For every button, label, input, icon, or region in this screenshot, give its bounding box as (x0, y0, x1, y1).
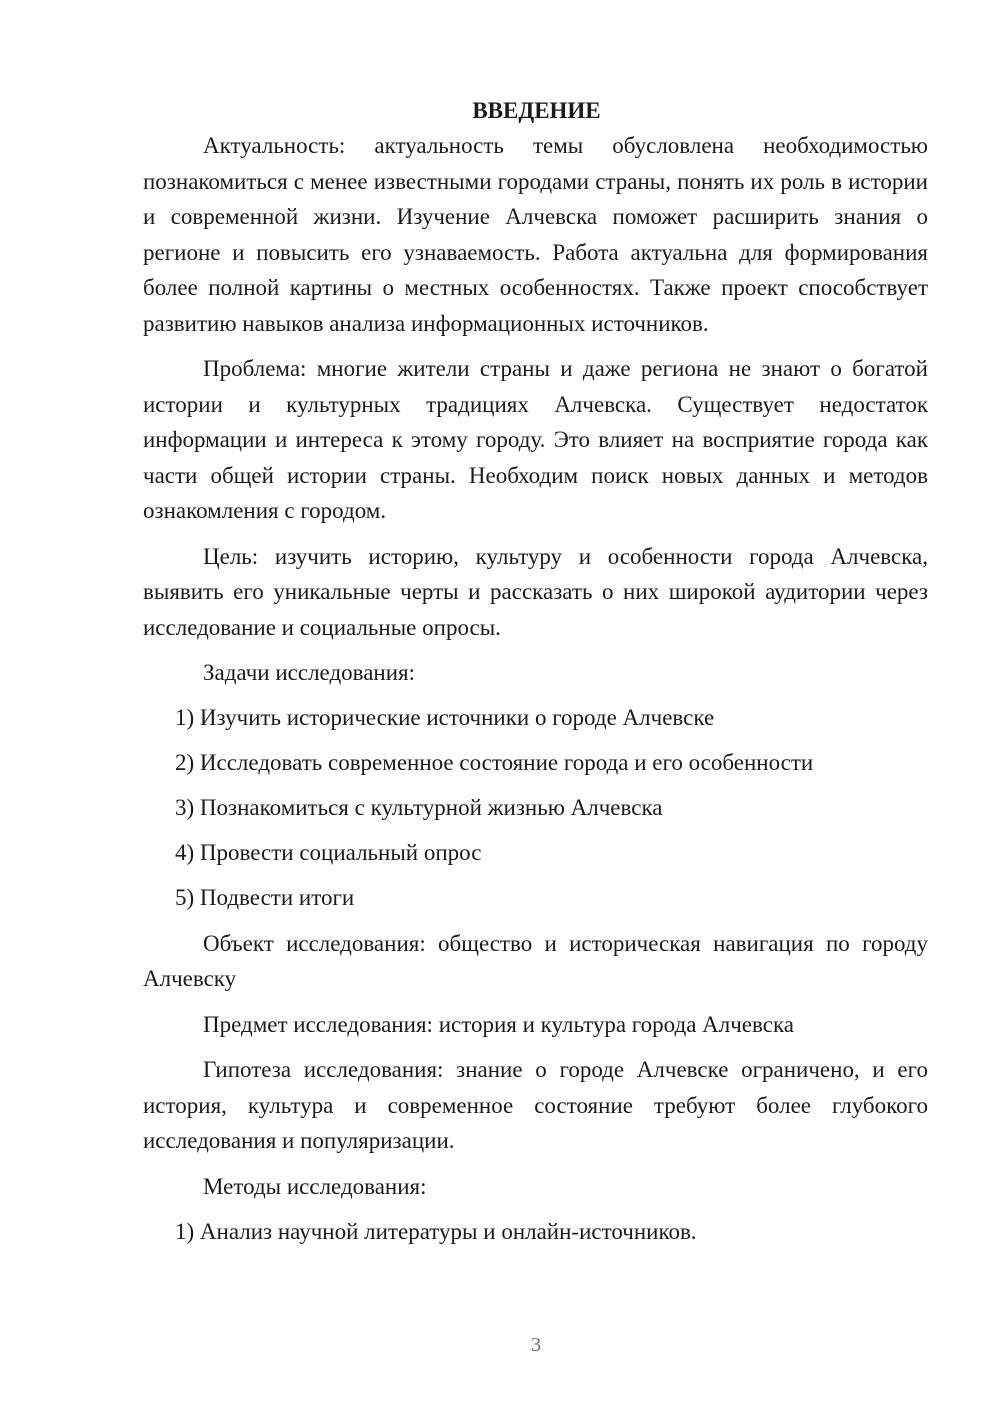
task-item-3: 3) Познакомиться с культурной жизнью Алчевска (175, 795, 663, 820)
paragraph-goal: Цель: изучить историю, культуру и особенности города Алчевска, выявить его уникальные черты и рассказать о них широкой аудитории через исследование и социальные опросы. (143, 543, 928, 640)
tasks-heading: Задачи исследования: (203, 660, 416, 685)
paragraph-hypothesis: Гипотеза исследования: знание о городе Алчевске ограничено, и его история, культура и современное состояние требуют более глубокого исследования и популяризации. (143, 1057, 928, 1153)
page-title: ВВЕДЕНИЕ (472, 98, 601, 123)
page-content (143, 93, 928, 1249)
paragraph-relevance: Актуальность: актуальность темы обусловлена необходимостью познакомиться с менее известными городами страны, понять их роль в истории и современной жизни. Изучение Алчевска поможет расширить знания о регионе и повысить его узнаваемость. Работа актуальна для формирования более полной картины о местных особенностях. Также проект способствует развитию навыков анализа информационных источников. (143, 133, 928, 336)
methods-heading: Методы исследования: (203, 1173, 427, 1199)
paragraph-subject: Предмет исследования: история и культура города Алчевска (203, 1011, 794, 1037)
task-item-5: 5) Подвести итоги (175, 885, 355, 910)
paragraph-problem: Проблема: многие жители страны и даже региона не знают о богатой истории и культурных традициях Алчевска. Существует недостаток информации и интереса к этому городу. Это влияет на восприятие города как части общей истории страны. Необходим поиск новых данных и методов ознакомления с городом. (143, 356, 928, 523)
task-item-4: 4) Провести социальный опрос (175, 840, 482, 865)
task-item-1: 1) Изучить исторические источники о городе Алчевске (175, 705, 715, 730)
page-number: 3 (531, 1334, 541, 1356)
method-item-1: 1) Анализ научной литературы и онлайн-источников. (175, 1218, 697, 1244)
paragraph-object: Объект исследования: общество и историческая навигация по городу Алчевску (143, 930, 928, 991)
task-item-2: 2) Исследовать современное состояние города и его особенности (175, 750, 814, 775)
